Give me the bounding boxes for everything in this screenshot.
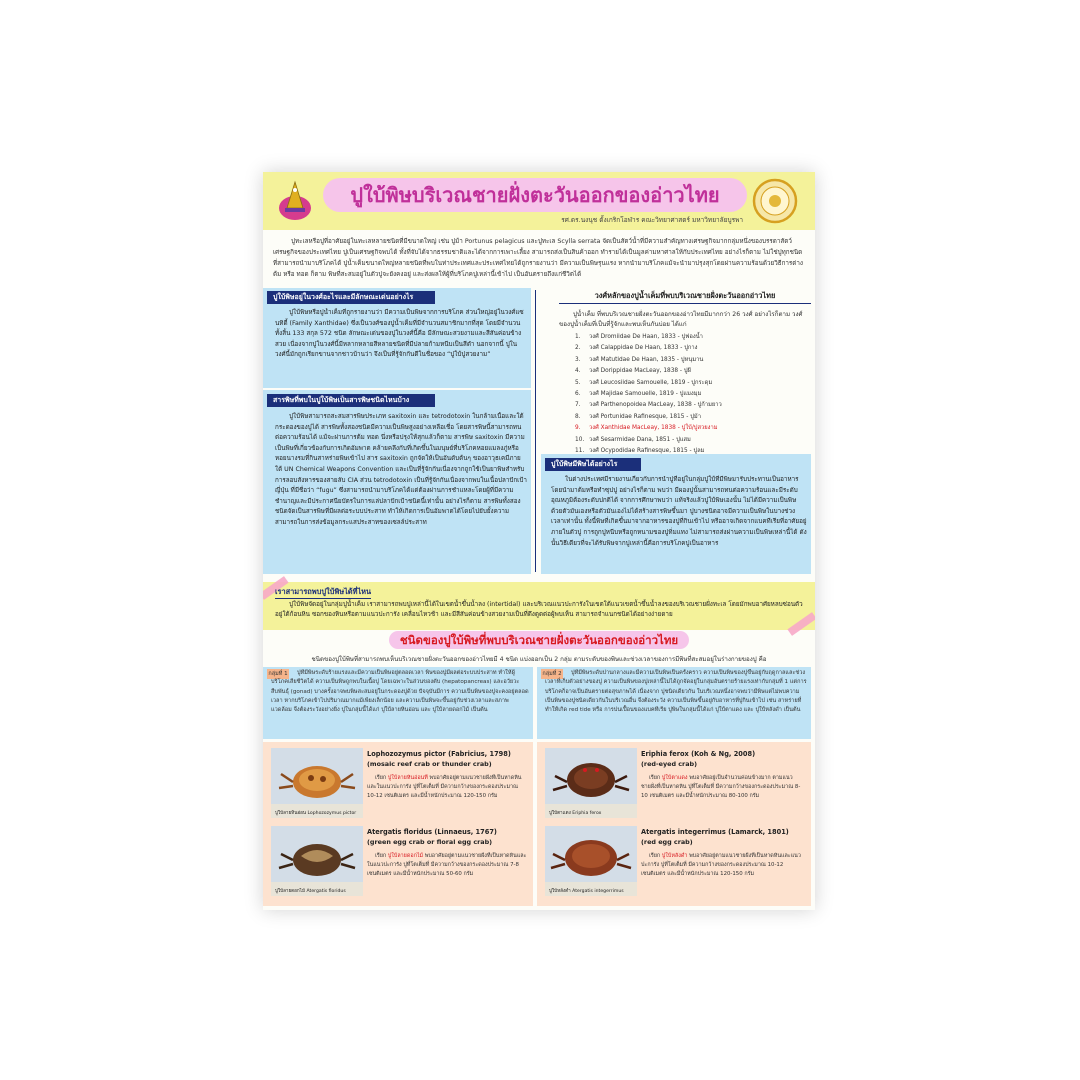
family-item: 5. วงศ์ Leucosiidae Samouelle, 1819 - ปูกระดุม (575, 379, 713, 386)
toxin-section-title: สารพิษที่พบในปูใบ้พิษเป็นสารพิษชนิดไหนบ้าง (267, 394, 435, 407)
families-title: วงศ์หลักของปูน้ำเค็มที่พบบริเวณชายฝั่งตะวันออกอ่าวไทย (559, 288, 811, 304)
toxin-section-body: ปูใบ้พิษสามารถสะสมสารพิษประเภท saxitoxin และ tetrodotoxin ในกล้ามเนื้อและใต้กระดองของปูได้ สารพิษทั้งสองชนิดมีความเป็นพิษสูงอย่างเหลือเชื่อ โดยสารพิษนี้สามารถทนต่อความร้อนได้ แม้จะผ่านการต้ม ทอด นึ่งหรือปรุงให้สุกแล้วก็ตาม สารพิษ saxitoxin มีความเป็นพิษที่เกี่ยวข้องกับการเกิดอัมพาต คล้ายคลึงกับที่เกิดขึ้นในมนุษย์ที่บริโภคหอยแมลงภู่หรือหอยนางรมที่กินสาหร่ายพิษเข้าไป สาร saxitoxin ถูกจัดให้เป็นอันดับต้นๆ ของอาวุธเคมีภายใต้ UN Chemical Weapons Convention และเป็นที่รู้จักกันเนื่องจากถูกใช้เป็นยาพิษสำหรับการลอบสังหารของสายลับ CIA ส่วน tetrodotoxin เป็นที่รู้จักกันเนื่องจากพบในเนื้อปลาปักเป้าญี่ปุ่น ที่มีชื่อว่า “fugu” ซึ่งสามารถนำมาบริโภคได้แต่ต้องผ่านการชำแหละโดยผู้ที่มีความชำนาญและมีประกาศนียบัตรในการแล่ปลาปักเป้าชนิดนี้เท่านั้น อย่างไรก็ตาม สารพิษทั้งสองชนิดจัดเป็นสารพิษที่มีผลต่อระบบประสาท ทำให้เกิดการเป็นอัมพาตได้โดยไปยับยั้งความสามารถในการส่งข้อมูลกระแสประสาทของเซลล์ประสาท (275, 413, 527, 526)
species-4-common-name: (red egg crab) (641, 838, 693, 846)
family-section-body: ปูใบ้พิษหรือปูน้ำเค็มที่ถูกรายงานว่า มีความเป็นพิษจากการบริโภค ส่วนใหญ่อยู่ในวงศ์แซนทิดี้ (Family Xanthidae) ซึ่งเป็นวงศ์ของปูน้ำเค็มที่มีจำนวนสมาชิกมากที่สุด โดยมีจำนวนทั้งสิ้น 133 สกุล 572 ชนิด ลักษณะเด่นของปูในวงศ์นี้คือ มีลักษณะสวยงามและสีสันค่อนข้างสวย เนื่องจากปูในวงศ์นี้มีหลากหลายสีหลายชนิดที่มีปลายก้ามหนีบเป็นสีดำ นอกจากนี้ ปูในวงศ์นี้มักถูกเรียกขานจากชาวบ้านว่า จึงเป็นที่รู้จักกันดีในชื่อของ “ปูใบ้ปูสวยงาม” (275, 309, 524, 359)
family-item: 6. วงศ์ Majidae Samouelle, 1819 - ปูแมงมุม (575, 390, 702, 397)
species-3-name: Eriphia ferox (Koh & Ng, 2008) (641, 750, 756, 758)
university-crest-logo (273, 178, 317, 224)
species-1-name: Lophozozymus pictor (Fabricius, 1798) (367, 750, 511, 758)
photo-caption: ปูใบ้ตาแดง Eriphia ferox (549, 811, 602, 816)
group-2-label: กลุ่มที่ 2 (542, 671, 562, 677)
poster-title: ปูใบ้พิษบริเวณชายฝั่งตะวันออกของอ่าวไทย (323, 178, 747, 212)
crab-photo-lophozozymus (271, 748, 363, 818)
group-2-text: ปูที่มีพิษระดับปานกลางและมีความเป็นพิษเป็นครั้งคราว ความเป็นพิษของปูขึ้นอยู่กับฤดูกาลและช่วงเวลาที่เก็บตัวอย่างของปู ความเป็นพิษของปูเหล่านี้ไม่ได้ถูกจัดอยู่ในกลุ่มอันตรายร้ายแรงเท่ากับกลุ่มที่ 1 แต่การบริโภคก็อาจเป็นอันตรายต่อสุขภาพได้ เนื่องจาก ปูชนิดเดียวกัน ในบริเวณหนึ่งอาจพบว่ามีพิษแต่ไม่พบความเป็นพิษของปูชนิดเดียวกันในบริเวณอื่น จึงต้องระวัง ความเป็นพิษขึ้นอยู่กับอาหารที่ปูกินเข้าไป เช่น สาหร่ายที่ทำให้เกิด red tide หรือ การปนเปื้อนของแบคทีเรีย ปูพิษในกลุ่มนี้ได้แก่ ปูใบ้ตาแดง และ ปูใบ้หลังดำ เป็นต้น (545, 670, 807, 714)
species-1-common-name: (mosaic reef crab or thunder crab) (367, 760, 492, 768)
family-section-title: ปูใบ้พิษอยู่ในวงศ์อะไรและมีลักษณะเด่นอย่างไร (267, 291, 435, 304)
families-intro: ปูน้ำเค็ม ที่พบบริเวณชายฝั่งตะวันออกของอ่าวไทยมีมากกว่า 26 วงศ์ อย่างไรก็ตาม วงศ์ของปูน้ำเค็มที่เป็นที่รู้จักและพบเห็นกันบ่อย ได้แก่ (559, 311, 803, 328)
family-item: 11. วงศ์ Ocypodidae Rafinesque, 1815 - ปูลม (575, 447, 705, 454)
column-divider (535, 290, 536, 572)
poison-cause-body: ในต่างประเทศมีรายงานเกี่ยวกับการนำปูที่อยู่ในกลุ่มปูใบ้ที่มีพิษมารับประทานเป็นอาหาร โดยนำมาต้มหรือทำซุปปู อย่างไรก็ตาม พบว่า มีผองปูนั้นสามารถทนต่อความร้อนและมีระดับอุณหภูมิต้องระดับปกติได้ จากการศึกษาพบว่า แท้จริงแล้วปูใบ้พิษเองนั้น ไม่ได้มีความเป็นพิษด้วยตัวมันเองหรือตัวมันเองไม่ได้สร้างสารพิษขึ้นมา ปูบางชนิดอาจมีความเป็นพิษในบางช่วงเวลาเท่านั้น ทั้งนี้พิษที่เกิดขึ้นมาจากอาหารของปูที่กินเข้าไป หรืออาจเกิดจากแบคทีเรียที่อาศัยอยู่ภายในตัวปู การถูกปูหนีบหรือถูกหนามของปูทิ่มแทง ไม่สามารถส่งผ่านความเป็นพิษเหล่านี้ได้ ดังนั้นวิธีเดียวที่จะได้รับพิษจากปูเหล่านี้คือการบริโภคปูเป็นอาหาร (551, 476, 807, 547)
intro-paragraph: ปูทะเลหรือปูที่อาศัยอยู่ในทะเลหลายชนิดที่มีขนาดใหญ่ เช่น ปูม้า Portunus pelagicus และปูทะเล Scylla serrata จัดเป็นสัตว์น้ำที่มีความสำคัญทางเศรษฐกิจมากกลุ่มหนึ่งของบรรดาสัตว์เศรษฐกิจของประเทศไทย ปูเป็นเศรษฐกิจพบได้ ทั้งที่จับได้จากธรรมชาติและได้จากการเพาะเลี้ยง สามารถส่งเป็นสินค้าออก ทำรายได้เป็นมูลค่ามหาศาลให้กับประเทศไทย อย่างไรก็ตาม ไม่ใช่ปูทุกชนิดที่สามารถนำมาบริโภคได้ ปูน้ำเค็มขนาดใหญ่หลายชนิดที่พบในท่าประเทศและประเทศไทยได้ถูกรายงานว่า มีความเป็นพิษรุนแรง หากนำมาบริโภคแม้จะนำมาปรุงสุกโดยผ่านความร้อนด้วยวิธีการต่าง ต้ม หรือ ทอด ก็ตาม พิษที่สะสมอยู่ในตัวปูจะยังคงอยู่ และส่งผลให้ผู้ที่บริโภคปูเหล่านี้เข้าไป เป็นอันตรายถึงแก่ชีวิตได้ (273, 238, 804, 278)
family-item: 8. วงศ์ Portunidae Rafinesque, 1815 - ปูม้า (575, 413, 701, 420)
family-item: 4. วงศ์ Dorippidae MacLeay, 1838 - ปูผี (575, 368, 691, 375)
habitat-body: ปูใบ้พิษจัดอยู่ในกลุ่มปูน้ำเค็ม เราสามารถพบปูเหล่านี้ได้ในเขตน้ำขึ้นน้ำลง (intertidal) และบริเวณแนวปะการังในเขตใต้แนวเขตน้ำขึ้นน้ำลงของบริเวณชายฝั่งทะเล โดยมักพบอาศัยหลบซ่อนตัวอยู่ใต้ก้อนหิน ซอกของหินหรือตามแนวปะการัง เคลื่อนไหวช้า และมีสีสันค่อนข้างสวยงามเป็นที่ดึงดูดต่อผู้พบเห็น สามารถจำแนกชนิดได้อย่างง่ายดาย (275, 601, 803, 619)
photo-caption: ปูใบ้ลายหินอ่อน Lophozozymus pictor (275, 811, 357, 816)
species-3-common-name: (red-eyed crab) (641, 760, 698, 768)
group-1-text: ปูที่มีพิษระดับร้ายแรงและมีความเป็นพิษอยู่ตลอดเวลา พิษของปูมีผลต่อระบบประสาท ทำให้ผู้บริโภคเสียชีวิตได้ ความเป็นพิษถูกพบในเนื้อปู โดยเฉพาะในส่วนของตับ (hepatopancreas) และอวัยวะสืบพันธุ์ (gonad) บางครั้งอาจพบพิษสะสมอยู่ในกระดองปูด้วย ปัจจุบันมีการ ความเป็นพิษของปูจะคงอยู่ตลอดเวลา หากบริโภคเข้าไปปริมาณมากแม้เพียงเล็กน้อย และความเป็นพิษจะขึ้นอยู่กับช่วงเวลาและสภาพแวดล้อม จึงต้องระวังอย่างยิ่ง ปูในกลุ่มนี้ได้แก่ ปูใบ้ลายหินอ่อน และ ปูใบ้ลายดอกไม้ เป็นต้น (271, 670, 529, 714)
family-item: 7. วงศ์ Parthenopoidea MacLeay, 1838 - ปูก้ามยาว (575, 402, 722, 409)
crab-photo-atergatis-floridus (271, 826, 363, 896)
photo-caption: ปูใบ้ลายดอกไม้ Atergatis floridus (275, 889, 346, 894)
crab-photo-eriphia (545, 748, 637, 818)
family-item: 3. วงศ์ Matutidae De Haan, 1835 - ปูหนุมาน (575, 356, 704, 363)
species-1-description: เรียก ปูใบ้ลายหินอ่อนที่ พบอาศัยอยู่ตามแนวชายฝั่งที่เป็นหาดหินและในแนวปะการัง ปูที่โตเต็มที่ มีความกว้างของกระดองประมาณ 10-12 เซนติเมตร และมีน้ำหนักประมาณ 120-150 กรัม (367, 775, 522, 799)
mosaic-crab-image (271, 748, 363, 818)
faculty-seal-logo (751, 178, 799, 224)
author-line: รศ.ดร.นงนุช ตั้งเกริกโอฬาร คณะวิทยาศาสตร์ มหาวิทยาลัยบูรพา (561, 216, 743, 224)
species-3-description: เรียก ปูใบ้ตาแดง พบอาศัยอยู่เป็นจำนวนค่อนข้างมาก ตามแนวชายฝั่งที่เป็นหาดหิน ปูที่โตเต็มที่ มีความกว้างของกระดองประมาณ 8-10 เซนติเมตร และมีน้ำหนักประมาณ 80-100 กรัม (641, 775, 801, 799)
habitat-title: เราสามารถพบปูใบ้พิษได้ที่ไหน (275, 586, 371, 599)
species-intro: ชนิดของปูใบ้พิษที่สามารถพบเห็นบริเวณชายฝั่งตะวันออกของอ่าวไทยมี 4 ชนิด แบ่งออกเป็น 2 กลุ่ม ตามระดับของพิษและช่วงเวลาของการมีพิษที่สะสมอยู่ในร่างกายของปู คือ (311, 656, 767, 663)
species-4-name: Atergatis integerrimus (Lamarck, 1801) (641, 828, 789, 836)
red-egg-crab-image (545, 826, 637, 896)
family-item-highlighted: 9. วงศ์ Xanthidae MacLeay, 1838 - ปูใบ้/ปูสวยงาม (575, 425, 718, 432)
family-item: 2. วงศ์ Calappidae De Haan, 1833 - ปูกาง (575, 345, 698, 352)
family-item: 10. วงศ์ Sesarmidae Dana, 1851 - ปูแสม (575, 436, 691, 443)
floral-crab-image (271, 826, 363, 896)
red-eyed-crab-image (545, 748, 637, 818)
families-list (575, 332, 811, 457)
family-item: 1. วงศ์ Dromiidae De Haan, 1833 - ปูฟองน้ำ (575, 334, 703, 340)
species-4-description: เรียก ปูใบ้หลังดำ พบอาศัยอยู่ตามแนวชายฝั่งที่เป็นหาดหินและแนวปะการัง ปูที่โตเต็มที่ มีความกว้างของกระดองประมาณ 10-12 เซนติเมตร และมีน้ำหนักประมาณ 120-150 กรัม (641, 853, 801, 877)
photo-caption: ปูใบ้หลังดำ Atergatis integerrimus (549, 889, 624, 894)
crab-photo-atergatis-integerrimus (545, 826, 637, 896)
poison-cause-title: ปูใบ้พิษมีพิษได้อย่างไร (545, 458, 641, 471)
species-2-name: Atergatis floridus (Linnaeus, 1767) (367, 828, 497, 836)
species-2-common-name: (green egg crab or floral egg crab) (367, 838, 493, 846)
species-2-description: เรียก ปูใบ้ลายดอกไม้ พบอาศัยอยู่ตามแนวชายฝั่งที่เป็นหาดหินและในแนวปะการัง ปูที่โตเต็มที่ มีความกว้างของกระดองประมาณ 7-8 เซนติเมตร และมีน้ำหนักประมาณ 50-60 กรัม (367, 853, 527, 877)
species-heading: ชนิดของปูใบ้พิษที่พบบริเวณชายฝั่งตะวันออกของอ่าวไทย (389, 631, 689, 649)
group-1-label: กลุ่มที่ 1 (268, 671, 288, 677)
poster (263, 172, 815, 910)
